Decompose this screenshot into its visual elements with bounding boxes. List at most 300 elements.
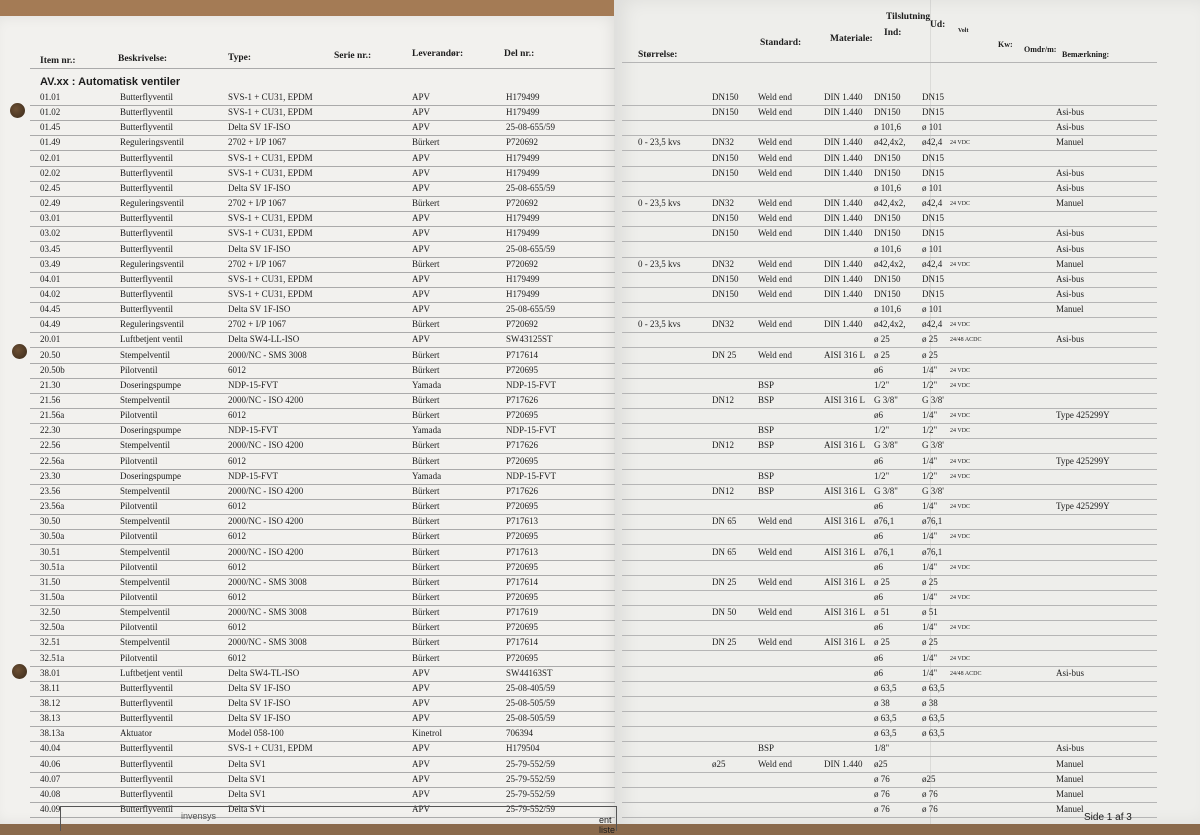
cell-type: NDP-15-FVT <box>228 425 279 436</box>
row-rule <box>622 529 1157 530</box>
cell-lev: APV <box>412 758 431 769</box>
cell-rem: Asi-bus <box>1056 182 1085 193</box>
row-rule <box>30 787 615 788</box>
cell-lev: Bürkert <box>412 622 440 633</box>
row-rule <box>622 211 1157 212</box>
cell-ind: ø6 <box>874 410 883 421</box>
cell-item: 31.50a <box>40 591 65 602</box>
cell-lev: Yamada <box>412 470 442 481</box>
cell-std: Weld end <box>758 198 793 209</box>
cell-lev: Bürkert <box>412 349 440 360</box>
row-rule <box>622 135 1157 136</box>
cell-rem: Asi-bus <box>1056 122 1085 133</box>
cell-del: 25-08-505/59 <box>506 698 555 708</box>
cell-mat: DIN 1.440 <box>824 92 863 102</box>
cell-item: 40.04 <box>40 743 61 754</box>
header-lev: Leverandør: <box>412 49 464 59</box>
cell-ind: ø6 <box>874 652 883 663</box>
cell-mat: AISI 316 L <box>824 516 865 527</box>
cell-type: 6012 <box>228 591 246 602</box>
cell-type: 2000/NC - ISO 4200 <box>228 395 304 405</box>
row-rule <box>30 696 615 697</box>
row-rule <box>30 257 615 258</box>
cell-item: 38.13 <box>40 713 61 724</box>
cell-item: 32.51a <box>40 652 65 663</box>
cell-lev: Bürkert <box>412 455 440 466</box>
cell-del: 25-79-552/59 <box>506 788 555 799</box>
header-size: Størrelse: <box>638 50 678 60</box>
cell-desc: Reguleringsventil <box>120 137 184 148</box>
cell-ud: ø 76 <box>922 804 938 815</box>
cell-desc: Butterflyventil <box>120 182 173 193</box>
cell-desc: Butterflyventil <box>120 788 173 799</box>
cell-del: H179499 <box>506 288 540 299</box>
cell-desc: Doseringspumpe <box>120 425 181 436</box>
cell-rem: Asi-bus <box>1056 107 1085 118</box>
cell-mat: DIN 1.440 <box>824 273 863 284</box>
cell-mat: AISI 316 L <box>824 576 865 587</box>
cell-ind: DN150 <box>874 273 901 284</box>
cell-ind: ø76,1 <box>874 516 895 527</box>
header-desc: Beskrivelse: <box>118 54 168 64</box>
cell-del: NDP-15-FVT <box>506 425 557 436</box>
cell-ud: 1/2" <box>922 470 938 481</box>
cell-lev: APV <box>412 334 431 345</box>
cell-del: H179499 <box>506 152 540 163</box>
cell-ind: DN150 <box>874 152 901 163</box>
cell-type: Delta SV1 <box>228 804 266 815</box>
cell-lev: APV <box>412 288 431 299</box>
cell-ud: ø42,4 <box>922 137 943 148</box>
cell-ind: DN150 <box>874 228 901 239</box>
cell-ud: 1/4" <box>922 667 938 678</box>
cell-ind: 1/8" <box>874 743 890 754</box>
cell-del: P720695 <box>506 501 539 512</box>
cell-ind: ø42,4x2, <box>874 198 906 209</box>
cell-mat: AISI 316 L <box>824 395 865 405</box>
cell-del: H179499 <box>506 107 540 118</box>
row-rule <box>622 726 1157 727</box>
row-rule <box>30 181 615 182</box>
header-volt: Volt <box>958 28 969 34</box>
cell-ind: G 3/8" <box>874 485 898 496</box>
cell-del: P720695 <box>506 652 539 663</box>
cell-size: 0 - 23,5 kvs <box>638 258 681 269</box>
cell-dim: DN150 <box>712 92 739 102</box>
cell-type: Delta SV 1F-ISO <box>228 698 291 708</box>
row-rule <box>30 711 615 712</box>
row-rule <box>30 620 615 621</box>
row-rule <box>30 241 615 242</box>
cell-ind: DN150 <box>874 288 901 299</box>
cell-mat: DIN 1.440 <box>824 167 863 178</box>
row-rule <box>30 756 615 757</box>
cell-std: Weld end <box>758 607 793 618</box>
cell-type: Delta SV1 <box>228 773 266 784</box>
cell-rem: Manuel <box>1056 137 1084 148</box>
cell-std: BSP <box>758 470 775 481</box>
row-rule <box>622 560 1157 561</box>
cell-ud: DN15 <box>922 288 944 299</box>
cell-desc: Butterflyventil <box>120 167 173 178</box>
cell-std: Weld end <box>758 546 793 557</box>
row-rule <box>30 378 615 379</box>
cell-item: 22.56a <box>40 455 65 466</box>
cell-kw: 24 VDC <box>950 655 971 662</box>
cell-desc: Stempelventil <box>120 516 170 527</box>
cell-type: 2000/NC - ISO 4200 <box>228 485 304 496</box>
row-rule <box>30 681 615 682</box>
cell-ind: ø6 <box>874 561 883 572</box>
cell-desc: Aktuator <box>120 728 152 739</box>
cell-dim: DN12 <box>712 485 734 496</box>
cell-desc: Stempelventil <box>120 546 170 557</box>
cell-type: SVS-1 + CU31, EPDM <box>228 152 313 163</box>
cell-ud: ø 63,5 <box>922 728 945 739</box>
header-del: Del nr.: <box>504 49 535 59</box>
cell-type: Delta SV1 <box>228 758 266 769</box>
cell-lev: Bürkert <box>412 137 440 148</box>
cell-item: 20.01 <box>40 334 61 345</box>
cell-del: 25-79-552/59 <box>506 758 555 769</box>
cell-std: Weld end <box>758 758 793 769</box>
cell-ind: ø 63,5 <box>874 713 897 724</box>
cell-dim: DN12 <box>712 440 734 451</box>
cell-item: 04.01 <box>40 273 61 284</box>
cell-lev: APV <box>412 804 431 815</box>
row-rule <box>30 469 615 470</box>
header-mat: Materiale: <box>830 34 873 44</box>
cell-std: Weld end <box>758 288 793 299</box>
row-rule <box>30 590 615 591</box>
cell-std: BSP <box>758 425 775 436</box>
cell-type: SVS-1 + CU31, EPDM <box>228 228 313 239</box>
cell-desc: Butterflyventil <box>120 228 173 239</box>
cell-item: 02.01 <box>40 152 61 163</box>
cell-item: 40.09 <box>40 804 61 815</box>
cell-ind: ø 101,6 <box>874 304 901 315</box>
cell-ind: ø42,4x2, <box>874 258 906 269</box>
cell-rem: Manuel <box>1056 773 1084 784</box>
cell-rem: Type 425299Y <box>1056 501 1110 512</box>
row-rule <box>30 423 615 424</box>
cell-kw: 24 VDC <box>950 140 971 147</box>
cell-del: P717614 <box>506 576 539 587</box>
cell-item: 02.45 <box>40 182 61 193</box>
cell-desc: Butterflyventil <box>120 152 173 163</box>
cell-ind: ø6 <box>874 455 883 466</box>
cell-lev: APV <box>412 167 431 178</box>
row-rule <box>30 544 615 545</box>
row-rule <box>30 105 615 106</box>
cell-desc: Pilotventil <box>120 501 158 512</box>
cell-lev: Bürkert <box>412 395 440 405</box>
cell-dim: DN32 <box>712 137 734 148</box>
cell-ind: DN150 <box>874 92 901 102</box>
cell-type: SVS-1 + CU31, EPDM <box>228 107 313 118</box>
row-rule <box>30 302 615 303</box>
cell-item: 30.51a <box>40 561 65 572</box>
cell-ud: ø 101 <box>922 182 943 193</box>
cell-lev: Bürkert <box>412 516 440 527</box>
row-rule <box>622 120 1157 121</box>
cell-dim: DN12 <box>712 395 734 405</box>
cell-del: P717619 <box>506 607 539 618</box>
cell-ind: ø6 <box>874 622 883 633</box>
cell-lev: APV <box>412 107 431 118</box>
row-rule <box>622 802 1157 803</box>
cell-ud: ø42,4 <box>922 198 943 209</box>
cell-ind: ø 63,5 <box>874 682 897 693</box>
cell-kw: 24/48 ACDC <box>950 337 982 344</box>
cell-ind: ø 51 <box>874 607 890 618</box>
row-rule <box>622 272 1157 273</box>
cell-rem: Manuel <box>1056 198 1084 209</box>
cell-std: Weld end <box>758 258 793 269</box>
cell-del: H179499 <box>506 228 540 239</box>
cell-rem: Manuel <box>1056 758 1084 769</box>
cell-size: 0 - 23,5 kvs <box>638 137 681 148</box>
cell-lev: APV <box>412 304 431 315</box>
cell-ind: ø6 <box>874 591 883 602</box>
footer-box <box>60 806 617 835</box>
cell-lev: Bürkert <box>412 546 440 557</box>
cell-std: Weld end <box>758 319 793 330</box>
cell-del: 25-08-405/59 <box>506 682 555 693</box>
cell-del: SW44163ST <box>506 667 553 678</box>
cell-desc: Luftbetjent ventil <box>120 334 183 345</box>
cell-desc: Reguleringsventil <box>120 198 184 209</box>
cell-type: 2000/NC - ISO 4200 <box>228 546 304 557</box>
cell-ind: ø 101,6 <box>874 122 901 133</box>
cell-del: P720692 <box>506 319 539 330</box>
cell-item: 40.06 <box>40 758 61 769</box>
cell-lev: Kinetrol <box>412 728 442 739</box>
cell-del: P720695 <box>506 364 539 375</box>
cell-del: 25-79-552/59 <box>506 773 555 784</box>
cell-dim: ø25 <box>712 758 726 769</box>
cell-dim: DN150 <box>712 213 739 224</box>
cell-desc: Doseringspumpe <box>120 470 181 481</box>
row-rule <box>622 711 1157 712</box>
cell-type: Delta SV 1F-ISO <box>228 122 291 133</box>
cell-ind: ø 76 <box>874 773 890 784</box>
cell-item: 22.56 <box>40 440 61 451</box>
cell-std: BSP <box>758 440 775 451</box>
cell-mat: DIN 1.440 <box>824 258 863 269</box>
header-kw: Kw: <box>998 40 1013 49</box>
cell-desc: Luftbetjent ventil <box>120 667 183 678</box>
row-rule <box>30 226 615 227</box>
cell-std: BSP <box>758 743 775 754</box>
cell-del: P720695 <box>506 455 539 466</box>
cell-rem: Manuel <box>1056 304 1084 315</box>
cell-dim: DN150 <box>712 288 739 299</box>
cell-type: Delta SW4-TL-ISO <box>228 667 300 678</box>
cell-item: 02.02 <box>40 167 61 178</box>
row-rule <box>30 453 615 454</box>
cell-del: P717613 <box>506 516 539 527</box>
cell-type: Delta SV1 <box>228 788 266 799</box>
cell-del: P720695 <box>506 622 539 633</box>
cell-lev: APV <box>412 92 431 102</box>
cell-ud: ø 63,5 <box>922 713 945 724</box>
cell-ind: ø6 <box>874 667 883 678</box>
cell-type: SVS-1 + CU31, EPDM <box>228 273 313 284</box>
cell-kw: 24 VDC <box>950 458 971 465</box>
cell-desc: Stempelventil <box>120 395 170 405</box>
cell-rem: Type 425299Y <box>1056 410 1110 421</box>
row-rule <box>30 393 615 394</box>
row-rule <box>30 484 615 485</box>
cell-desc: Butterflyventil <box>120 92 173 102</box>
cell-type: SVS-1 + CU31, EPDM <box>228 92 313 102</box>
cell-item: 20.50b <box>40 364 65 375</box>
cell-del: 25-08-655/59 <box>506 182 555 193</box>
cell-type: 2702 + I/P 1067 <box>228 258 286 269</box>
cell-lev: APV <box>412 667 431 678</box>
cell-type: 6012 <box>228 561 246 572</box>
cell-ind: ø 25 <box>874 576 890 587</box>
cell-type: NDP-15-FVT <box>228 470 279 481</box>
cell-ud: 1/4" <box>922 652 938 663</box>
cell-item: 04.45 <box>40 304 61 315</box>
cell-dim: DN150 <box>712 228 739 239</box>
row-rule <box>622 196 1157 197</box>
header-rule <box>30 68 615 69</box>
cell-del: NDP-15-FVT <box>506 379 557 390</box>
cell-lev: Bürkert <box>412 198 440 209</box>
cell-lev: APV <box>412 273 431 284</box>
cell-item: 01.02 <box>40 107 61 118</box>
cell-std: Weld end <box>758 137 793 148</box>
cell-ud: G 3/8' <box>922 440 944 451</box>
cell-std: Weld end <box>758 107 793 118</box>
cell-std: Weld end <box>758 152 793 163</box>
cell-ind: ø 76 <box>874 804 890 815</box>
cell-type: NDP-15-FVT <box>228 379 279 390</box>
cell-del: P720695 <box>506 531 539 542</box>
cell-type: 2000/NC - SMS 3008 <box>228 607 307 618</box>
row-rule <box>622 302 1157 303</box>
cell-dim: DN 65 <box>712 546 737 557</box>
cell-item: 38.13a <box>40 728 65 739</box>
header-omdr: Omdr/m: <box>1024 45 1057 54</box>
row-rule <box>622 514 1157 515</box>
cell-del: P717626 <box>506 395 539 405</box>
row-rule <box>30 772 615 773</box>
row-rule <box>622 544 1157 545</box>
cell-ind: ø25 <box>874 758 888 769</box>
cell-lev: Bürkert <box>412 591 440 602</box>
cell-item: 01.01 <box>40 92 61 102</box>
cell-type: 2000/NC - SMS 3008 <box>228 349 307 360</box>
cell-rem: Manuel <box>1056 258 1084 269</box>
cell-item: 21.30 <box>40 379 61 390</box>
cell-std: Weld end <box>758 576 793 587</box>
cell-dim: DN150 <box>712 167 739 178</box>
row-rule <box>622 363 1157 364</box>
cell-mat: DIN 1.440 <box>824 758 863 769</box>
cell-desc: Butterflyventil <box>120 682 173 693</box>
row-rule <box>30 635 615 636</box>
cell-item: 38.12 <box>40 698 61 708</box>
row-rule <box>30 529 615 530</box>
cell-type: Delta SV 1F-ISO <box>228 304 291 315</box>
cell-desc: Butterflyventil <box>120 304 173 315</box>
header-rem: Bemærkning: <box>1062 50 1110 59</box>
cell-ud: ø76,1 <box>922 516 943 527</box>
cell-dim: DN32 <box>712 258 734 269</box>
cell-desc: Stempelventil <box>120 607 170 618</box>
cell-dim: DN32 <box>712 198 734 209</box>
cell-ud: ø 76 <box>922 788 938 799</box>
cell-type: 2000/NC - ISO 4200 <box>228 516 304 527</box>
cell-lev: Bürkert <box>412 501 440 512</box>
cell-type: 6012 <box>228 410 246 421</box>
cell-desc: Butterflyventil <box>120 107 173 118</box>
cell-ud: ø 38 <box>922 698 938 708</box>
row-rule <box>622 681 1157 682</box>
cell-kw: 24 VDC <box>950 413 971 420</box>
cell-desc: Reguleringsventil <box>120 258 184 269</box>
cell-type: 2702 + I/P 1067 <box>228 198 286 209</box>
cell-dim: DN 50 <box>712 607 737 618</box>
cell-del: 706394 <box>506 728 533 739</box>
cell-mat: AISI 316 L <box>824 440 865 451</box>
cell-ud: 1/4" <box>922 501 938 512</box>
cell-del: 25-08-655/59 <box>506 304 555 315</box>
cell-dim: DN150 <box>712 152 739 163</box>
cell-mat: DIN 1.440 <box>824 319 863 330</box>
cell-del: P720695 <box>506 561 539 572</box>
cell-ud: DN15 <box>922 92 944 102</box>
row-rule <box>622 378 1157 379</box>
row-rule <box>30 166 615 167</box>
cell-ind: DN150 <box>874 107 901 118</box>
cell-del: 25-79-552/59 <box>506 804 555 815</box>
row-rule <box>622 499 1157 500</box>
cell-type: 2000/NC - SMS 3008 <box>228 637 307 648</box>
cell-del: P717626 <box>506 440 539 451</box>
row-rule <box>30 499 615 500</box>
cell-mat: DIN 1.440 <box>824 152 863 163</box>
cell-desc: Butterflyventil <box>120 713 173 724</box>
cell-kw: 24 VDC <box>950 201 971 208</box>
row-rule <box>30 802 615 803</box>
cell-std: Weld end <box>758 516 793 527</box>
footer-logo: invensys <box>181 811 217 821</box>
cell-item: 30.50 <box>40 516 61 527</box>
cell-rem: Asi-bus <box>1056 334 1085 345</box>
cell-mat: DIN 1.440 <box>824 213 863 224</box>
footer-center-text: ent liste <box>599 815 616 835</box>
cell-item: 38.11 <box>40 682 60 693</box>
cell-del: P720692 <box>506 137 539 148</box>
cell-item: 03.02 <box>40 228 61 239</box>
cell-desc: Butterflyventil <box>120 758 173 769</box>
cell-item: 30.50a <box>40 531 65 542</box>
cell-rem: Asi-bus <box>1056 667 1085 678</box>
cell-ud: ø 101 <box>922 122 943 133</box>
cell-ind: DN150 <box>874 213 901 224</box>
row-rule <box>622 347 1157 348</box>
cell-ind: ø6 <box>874 531 883 542</box>
row-rule <box>30 438 615 439</box>
cell-ind: ø 25 <box>874 334 890 345</box>
cell-ud: DN15 <box>922 213 944 224</box>
row-rule <box>622 650 1157 651</box>
